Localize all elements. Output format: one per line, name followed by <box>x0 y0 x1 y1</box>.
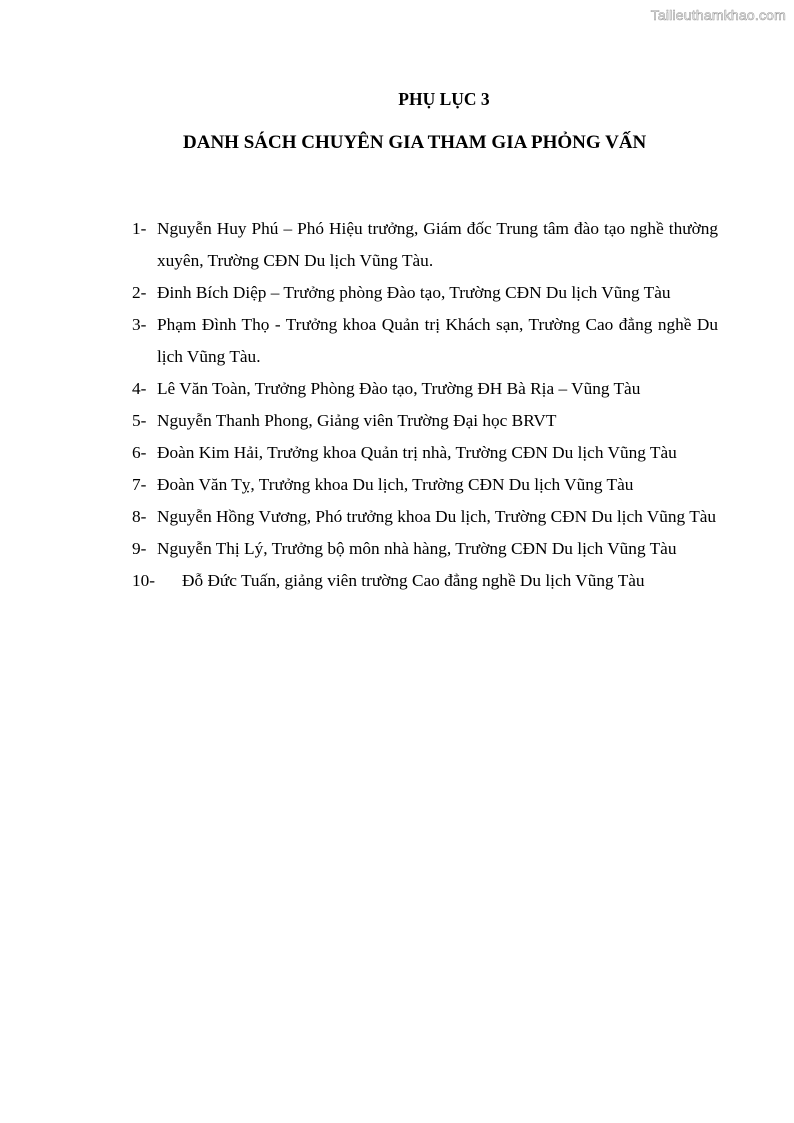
list-item-text: Nguyễn Thanh Phong, Giảng viên Trường Đại học BRVT <box>157 411 557 430</box>
list-item-number: 6- <box>132 443 147 462</box>
watermark-text: Tailieuthamkhao.com <box>650 7 786 23</box>
list-item <box>132 405 718 437</box>
list-item-text: Nguyễn Hồng Vương, Phó trưởng khoa Du lịch, Trường CĐN Du lịch Vũng Tàu <box>157 507 717 526</box>
list-item-text: Nguyễn Huy Phú – Phó Hiệu trưởng, Giám đốc Trung tâm đào tạo nghề thường xuyên, Trường CĐN Du lịch Vũng Tàu. <box>157 219 718 270</box>
list-item-text: Nguyễn Thị Lý, Trưởng bộ môn nhà hàng, Trường CĐN Du lịch Vũng Tàu <box>157 539 677 558</box>
list-item <box>132 469 718 501</box>
list-item-number: 7- <box>132 475 147 494</box>
list-item <box>132 437 718 469</box>
list-item <box>132 373 718 405</box>
list-item-number: 9- <box>132 539 147 558</box>
list-item <box>132 533 718 565</box>
list-item <box>132 213 718 277</box>
list-item <box>132 501 718 533</box>
list-item-text: Lê Văn Toàn, Trưởng Phòng Đào tạo, Trường ĐH Bà Rịa – Vũng Tàu <box>157 379 641 398</box>
list-item-text: Đinh Bích Diệp – Trưởng phòng Đào tạo, Trường CĐN Du lịch Vũng Tàu <box>157 283 671 302</box>
expert-list <box>132 213 718 597</box>
list-item-text: Phạm Đình Thọ - Trưởng khoa Quản trị Khách sạn, Trường Cao đẳng nghề Du lịch Vũng Tàu. <box>157 315 718 366</box>
list-item-number: 8- <box>132 507 147 526</box>
list-item-number: 2- <box>132 283 147 302</box>
document-title: DANH SÁCH CHUYÊN GIA THAM GIA PHỎNG VẤN <box>183 132 647 153</box>
list-item-number: 10- <box>132 571 156 590</box>
list-item <box>132 309 718 373</box>
list-item-number: 5- <box>132 411 147 430</box>
list-item-number: 3- <box>132 315 147 334</box>
list-item-text: Đoàn Văn Tỵ, Trưởng khoa Du lịch, Trường CĐN Du lịch Vũng Tàu <box>157 475 634 494</box>
list-item-number: 4- <box>132 379 147 398</box>
list-item <box>132 277 718 309</box>
list-item <box>132 565 718 597</box>
list-item-text: Đoàn Kim Hải, Trưởng khoa Quản trị nhà, Trường CĐN Du lịch Vũng Tàu <box>157 443 677 462</box>
list-item-text: Đỗ Đức Tuấn, giảng viên trường Cao đẳng nghề Du lịch Vũng Tàu <box>182 571 645 590</box>
appendix-title: PHỤ LỤC 3 <box>398 89 490 109</box>
list-item-number: 1- <box>132 219 147 238</box>
